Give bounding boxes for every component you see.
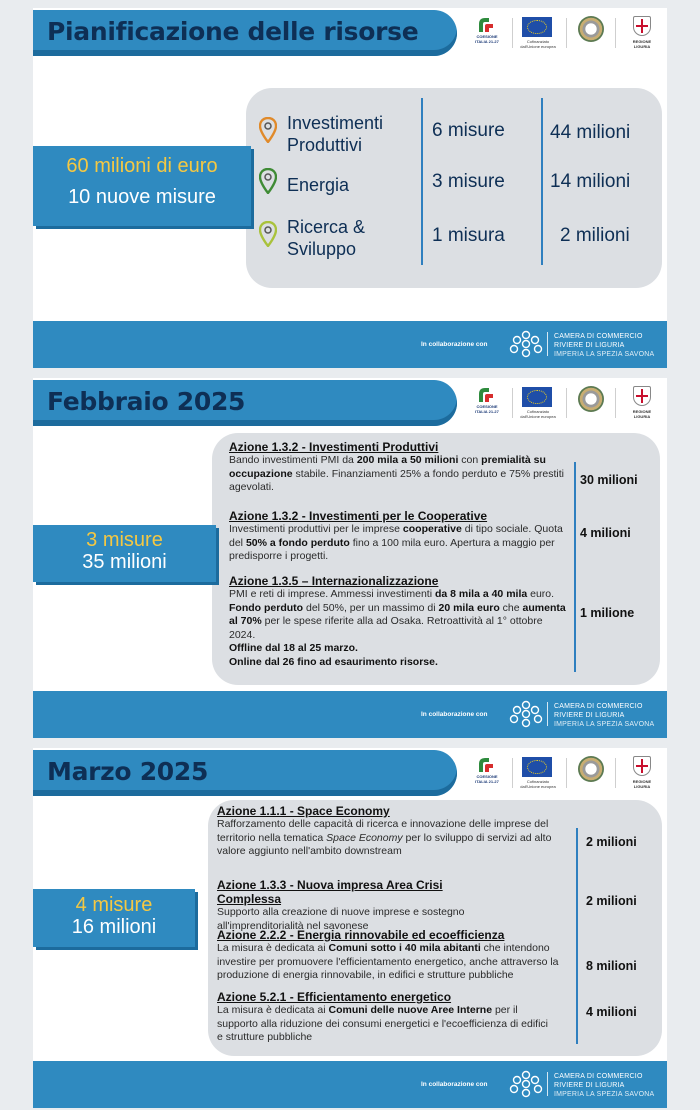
action-amount: 4 milioni bbox=[580, 526, 631, 540]
action-item bbox=[229, 440, 569, 495]
month-amount: 35 milioni bbox=[82, 551, 167, 573]
action-amount: 1 milione bbox=[580, 606, 635, 620]
action-description: PMI e reti di imprese. Ammessi investimenti da 8 mila a 40 mila euro. Fondo perduto del 50%, per un massimo di 20 mila euro che aumenta al 70% per le spese riferite alla ad Osaka. Retroattività al 1° ottobre 2024. Offline dal 18 al 25 marzo. Online dal 26 fino ad esaurimento risorse. bbox=[229, 588, 566, 668]
action-item bbox=[217, 928, 573, 983]
partner-logos: COESIONE ITALIA 21-27 Cofinanziato dall'Unione europea REGIONE LIGURIA bbox=[469, 14, 663, 54]
chamber-of-commerce-logo-icon bbox=[509, 330, 543, 358]
chamber-of-commerce-logo-icon bbox=[509, 700, 543, 728]
chamber-of-commerce-name: CAMERA DI COMMERCIO RIVIERE DI LIGURIA IMPERIA LA SPEZIA SAVONA bbox=[554, 703, 655, 728]
slide-title: Febbraio 2025 bbox=[47, 387, 246, 416]
total-summary-box bbox=[33, 146, 251, 226]
footer: In collaborazione con CAMERA DI COMMERCIO RIVIERE DI LIGURIA IMPERIA LA SPEZIA SAVONA bbox=[33, 321, 667, 368]
action-description: Supporto alla creazione di nuove imprese e sostegno all'imprenditorialità nel savonese bbox=[217, 906, 465, 932]
action-description: Investimenti produttivi per le imprese cooperative di tipo sociale. Quota del 50% a fondo perduto fino a 100 mila euro. Apertura a maggio per predisporre i progetti. bbox=[229, 523, 563, 562]
slide-febbraio-2025 bbox=[33, 378, 667, 738]
total-measures: 10 nuove misure bbox=[68, 186, 216, 208]
slide-resource-planning bbox=[33, 8, 667, 368]
category-amount: 2 milioni bbox=[560, 225, 630, 246]
category-measures: 3 misure bbox=[432, 171, 505, 192]
title-bar bbox=[33, 10, 457, 56]
chamber-of-commerce-name: CAMERA DI COMMERCIO RIVIERE DI LIGURIA IMPERIA LA SPEZIA SAVONA bbox=[554, 333, 655, 358]
map-pin-icon bbox=[259, 117, 277, 143]
month-measures: 4 misure bbox=[75, 894, 153, 916]
action-description: La misura è dedicata ai Comuni delle nuove Aree Interne per il supporto alla riduzione dei consumi energetici e l'ecoefficienza di edifici e strutture pubbliche bbox=[217, 1004, 549, 1043]
action-description: Rafforzamento delle capacità di ricerca e innovazione delle imprese del territorio nella tematica Space Economy per lo sviluppo di servizi ad alto valore aggiunto nell'ambito downstream bbox=[217, 818, 552, 857]
footer: In collaborazione con CAMERA DI COMMERCIO RIVIERE DI LIGURIA IMPERIA LA SPEZIA SAVONA bbox=[33, 1061, 667, 1108]
category-amount: 14 milioni bbox=[550, 171, 631, 192]
chamber-of-commerce-logo-icon bbox=[509, 1070, 543, 1098]
title-bar bbox=[33, 750, 457, 796]
chamber-of-commerce-name: CAMERA DI COMMERCIO RIVIERE DI LIGURIA IMPERIA LA SPEZIA SAVONA bbox=[554, 1073, 655, 1098]
action-item bbox=[217, 878, 497, 933]
action-title: Azione 1.3.3 - Nuova impresa Area Crisi Complessa bbox=[217, 878, 443, 906]
action-amount: 30 milioni bbox=[580, 473, 638, 487]
partner-logos: COESIONE ITALIA 21-27 Cofinanziato dall'Unione europea REGIONE LIGURIA bbox=[469, 754, 663, 794]
total-amount: 60 milioni di euro bbox=[66, 155, 218, 177]
slide-title: Pianificazione delle risorse bbox=[47, 17, 419, 46]
action-item bbox=[229, 509, 571, 564]
action-title: Azione 2.2.2 - Energia rinnovabile ed ecoefficienza bbox=[217, 928, 505, 942]
category-investimenti: Investimenti Produttivi bbox=[287, 113, 384, 155]
partner-logos: COESIONE ITALIA 21-27 Cofinanziato dall'Unione europea REGIONE LIGURIA bbox=[469, 384, 663, 424]
action-title: Azione 1.3.5 – Internazionalizzazione bbox=[229, 574, 439, 588]
map-pin-icon bbox=[259, 168, 277, 194]
map-pin-icon bbox=[259, 221, 277, 247]
month-summary-box bbox=[33, 525, 216, 582]
category-amount: 44 milioni bbox=[550, 122, 631, 143]
month-summary-box bbox=[33, 889, 195, 947]
title-bar bbox=[33, 380, 457, 426]
slide-title: Marzo 2025 bbox=[47, 757, 209, 786]
footer: In collaborazione con CAMERA DI COMMERCIO RIVIERE DI LIGURIA IMPERIA LA SPEZIA SAVONA bbox=[33, 691, 667, 738]
action-item bbox=[229, 574, 569, 669]
slide-marzo-2025 bbox=[33, 748, 667, 1108]
month-amount: 16 milioni bbox=[71, 916, 157, 938]
action-amount: 2 milioni bbox=[586, 894, 637, 908]
action-title: Azione 5.2.1 - Efficientamento energetico bbox=[217, 990, 452, 1004]
action-title: Azione 1.1.1 - Space Economy bbox=[217, 804, 390, 818]
category-ricerca: Ricerca & Sviluppo bbox=[287, 217, 366, 259]
category-energia: Energia bbox=[287, 175, 350, 195]
category-measures: 1 misura bbox=[432, 225, 505, 246]
action-item bbox=[217, 990, 555, 1045]
action-amount: 2 milioni bbox=[586, 835, 637, 849]
month-measures: 3 misure bbox=[86, 529, 163, 551]
category-measures: 6 misure bbox=[432, 120, 505, 141]
action-amount: 8 milioni bbox=[586, 959, 637, 973]
action-title: Azione 1.3.2 - Investimenti per le Cooperative bbox=[229, 509, 488, 523]
action-description: Bando investimenti PMI da 200 mila a 50 milioni con premialità su occupazione stabile. Finanziamenti 25% a fondo perduto e 75% prestiti agevolati. bbox=[229, 454, 565, 493]
action-item bbox=[217, 804, 571, 859]
action-amount: 4 milioni bbox=[586, 1005, 637, 1019]
action-title: Azione 1.3.2 - Investimenti Produttivi bbox=[229, 440, 439, 454]
action-description: La misura è dedicata ai Comuni sotto i 40 mila abitanti che intendono investire per promuovere l'efficientamento energetico, anche attraverso la produzione di energia rinnovabile, in edifici e strutture pubbliche bbox=[217, 942, 559, 981]
